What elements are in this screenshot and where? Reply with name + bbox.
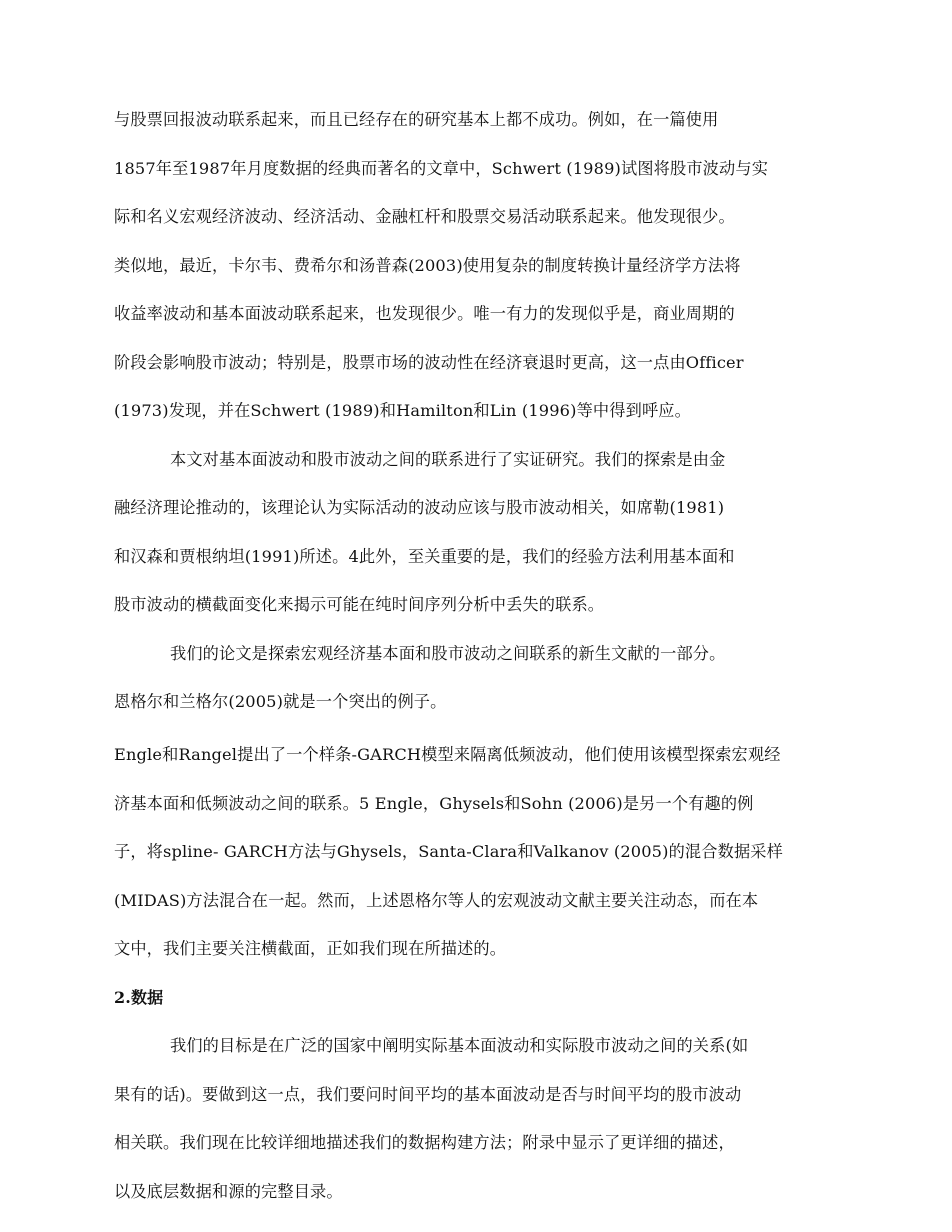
text-line: 际和名义宏观经济波动、经济活动、金融杠杆和股票交易活动联系起来。他发现很少。 (114, 207, 735, 226)
text-line: 以及底层数据和源的完整目录。 (114, 1182, 343, 1201)
text-line: 收益率波动和基本面波动联系起来，也发现很少。唯一有力的发现似乎是，商业周期的 (114, 304, 735, 323)
text-line: 恩格尔和兰格尔(2005)就是一个突出的例子。 (114, 692, 447, 711)
text-line: 文中，我们主要关注横截面，正如我们现在所描述的。 (114, 939, 507, 958)
text-line: 果有的话)。要做到这一点，我们要问时间平均的基本面波动是否与时间平均的股市波动 (114, 1085, 742, 1104)
text-line: 和汉森和贾根纳坦(1991)所述。4此外，至关重要的是，我们的经验方法利用基本面和 (114, 547, 735, 566)
text-line: 融经济理论推动的，该理论认为实际活动的波动应该与股市波动相关，如席勒(1981) (114, 498, 725, 517)
section-heading: 2.数据 (114, 988, 164, 1007)
text-line: 股市波动的横截面变化来揭示可能在纯时间序列分析中丢失的联系。 (114, 595, 605, 614)
text-line: 济基本面和低频波动之间的联系。5 Engle，Ghysels和Sohn (2006)是另一个有趣的例 (114, 794, 754, 813)
text-line: 与股票回报波动联系起来，而且已经存在的研究基本上都不成功。例如，在一篇使用 (114, 110, 719, 129)
text-line: (1973)发现，并在Schwert (1989)和Hamilton和Lin (1996)等中得到呼应。 (114, 401, 691, 420)
text-line: 本文对基本面波动和股市波动之间的联系进行了实证研究。我们的探索是由金 (170, 450, 726, 469)
text-line: 1857年至1987年月度数据的经典而著名的文章中，Schwert (1989)试图将股市波动与实 (114, 159, 769, 178)
text-line: 子，将spline- GARCH方法与Ghysels，Santa-Clara和Valkanov (2005)的混合数据采样 (114, 842, 783, 861)
text-line: 我们的论文是探索宏观经济基本面和股市波动之间联系的新生文献的一部分。 (170, 644, 726, 663)
text-line: Engle和Rangel提出了一个样条-GARCH模型来隔离低频波动，他们使用该模型探索宏观经 (114, 745, 781, 764)
text-line: 类似地，最近，卡尔韦、费希尔和汤普森(2003)使用复杂的制度转换计量经济学方法将 (114, 256, 741, 275)
text-line: 阶段会影响股市波动；特别是，股票市场的波动性在经济衰退时更高，这一点由Officer (114, 353, 744, 372)
text-line: 相关联。我们现在比较详细地描述我们的数据构建方法；附录中显示了更详细的描述， (114, 1133, 735, 1152)
text-line: 我们的目标是在广泛的国家中阐明实际基本面波动和实际股市波动之间的关系(如 (170, 1036, 749, 1055)
text-line: (MIDAS)方法混合在一起。然而，上述恩格尔等人的宏观波动文献主要关注动态，而在本 (114, 891, 759, 910)
